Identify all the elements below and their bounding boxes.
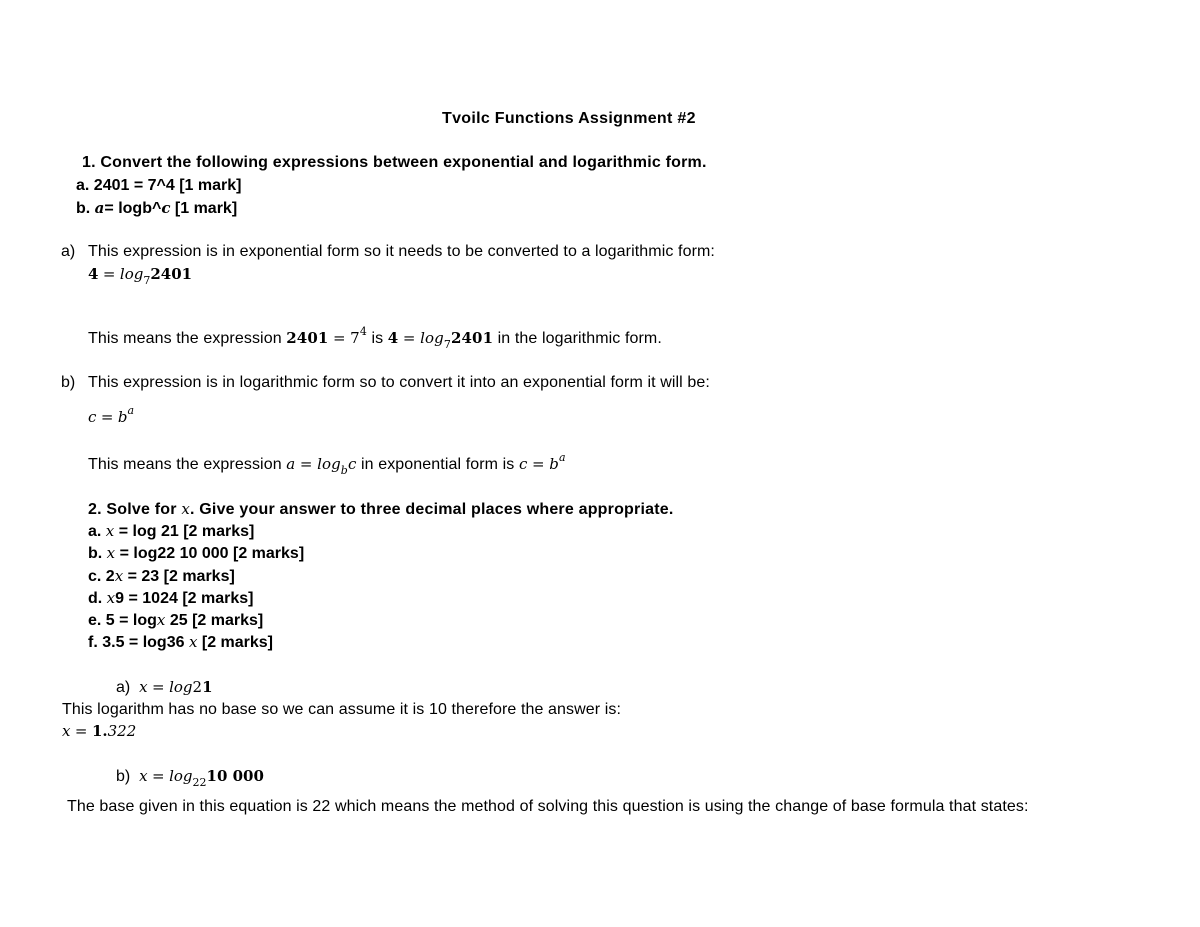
answer-a-equation <box>88 264 192 291</box>
sol-a-arg-plain: 2 <box>192 678 203 696</box>
item-pre: f. 3.5 = log36 <box>88 634 185 651</box>
q1-part-b-marks: [1 mark] <box>174 200 238 217</box>
item-post: [2 marks] <box>201 634 274 651</box>
answer-b-equation <box>88 401 134 428</box>
item-post: 25 [2 marks] <box>169 612 264 629</box>
eq-b: b <box>117 408 128 426</box>
answer-a-text: This expression is in exponential form so it needs to be converted to a logarithmic form: <box>88 243 715 260</box>
item-pre: b. <box>88 545 103 562</box>
means-op2: = <box>402 329 416 347</box>
item-post: = 23 [2 marks] <box>127 568 235 585</box>
sol-b-x: x <box>139 767 148 785</box>
sol-a-line <box>116 677 213 698</box>
sol-a-answer <box>62 721 136 742</box>
means-op: = <box>332 329 346 347</box>
sol-a-arg-bold: 1 <box>202 678 213 696</box>
means-op: = <box>299 455 313 473</box>
q2-item-a <box>88 521 254 542</box>
sol-b-arg: 10 000 <box>206 767 264 785</box>
q1-part-b-var2: c <box>161 199 171 217</box>
item-pre: e. 5 = log <box>88 612 157 629</box>
page-title: Tvoilc Functions Assignment #2 <box>442 110 696 127</box>
q1-part-b-rest: = logb^ <box>104 200 162 217</box>
q2-heading-var: x <box>181 500 190 518</box>
q2-item-b <box>88 543 304 564</box>
sol-b-line <box>116 766 264 793</box>
eq-op: = <box>100 408 114 426</box>
means-a: a <box>286 455 296 473</box>
sol-b-op: = <box>152 767 165 785</box>
item-var: x <box>106 544 116 562</box>
eq-base: 7 <box>143 274 151 287</box>
means-lbase: 7 <box>443 338 451 351</box>
item-post: = log22 10 000 [2 marks] <box>119 545 305 562</box>
means-log: log <box>317 455 341 473</box>
means-num: 2401 <box>286 329 329 347</box>
eq-lhs: 4 <box>88 265 99 283</box>
sol-b-base: 22 <box>192 776 207 789</box>
means-exp2: a <box>558 451 566 464</box>
item-post: 9 = 1024 [2 marks] <box>115 590 254 607</box>
means-op2: = <box>532 455 545 473</box>
means-prefix: This means the expression <box>88 330 282 347</box>
means-c2: c <box>518 455 528 473</box>
item-var: x <box>114 567 124 585</box>
q1-part-b-var: a <box>94 199 105 217</box>
answer-b-text: This expression is in logarithmic form so to convert it into an exponential form it will be: <box>88 374 710 391</box>
q2-item-f <box>88 632 273 653</box>
q2-heading <box>88 499 673 520</box>
item-var: x <box>105 522 115 540</box>
item-var: x <box>188 633 198 651</box>
means-exp: 4 <box>359 325 367 338</box>
sol-a-op: = <box>152 678 165 696</box>
eq-arg: 2401 <box>150 265 193 283</box>
eq-log: log <box>119 265 144 283</box>
ans-x: x <box>62 722 71 740</box>
sol-b-text: The base given in this equation is 22 which means the method of solving this question is using the change of base formula that states: <box>67 798 1029 815</box>
means-prefix: This means the expression <box>88 456 282 473</box>
q2-item-e <box>88 610 263 631</box>
q2-item-c <box>88 566 235 587</box>
sol-a-x: x <box>139 678 148 696</box>
item-var: x <box>106 589 116 607</box>
ans-int: 1. <box>91 722 108 740</box>
means-b2: b <box>549 455 559 473</box>
ans-op: = <box>74 722 88 740</box>
q1-part-a: a. 2401 = 7^4 [1 mark] <box>76 177 242 194</box>
q2-heading-prefix: 2. Solve for <box>88 501 177 518</box>
sol-a-label: a) <box>116 679 131 696</box>
q1-part-b <box>76 198 237 219</box>
sol-b-label: b) <box>116 768 131 785</box>
ans-dec: 322 <box>107 722 137 740</box>
answer-a-label: a) <box>61 243 76 260</box>
eq-c: c <box>88 408 97 426</box>
means-base: 7 <box>350 329 360 347</box>
eq-op: = <box>102 265 116 283</box>
item-pre: c. 2 <box>88 568 115 585</box>
means-log: log <box>420 329 444 347</box>
item-pre: a. <box>88 523 102 540</box>
means-c: c <box>347 455 357 473</box>
means-arg: 2401 <box>450 329 494 347</box>
q1-part-b-prefix: b. <box>76 200 91 217</box>
means-base: b <box>340 464 348 477</box>
sol-a-text: This logarithm has no base so we can assume it is 10 therefore the answer is: <box>62 701 622 718</box>
item-pre: d. <box>88 590 103 607</box>
item-var: x <box>156 611 166 629</box>
means-lhs: 4 <box>387 329 399 347</box>
answer-b-means <box>88 448 566 481</box>
means-is: is <box>371 330 384 347</box>
q2-item-d <box>88 588 253 609</box>
means-mid: in exponential form is <box>361 456 515 473</box>
sol-a-log: log <box>169 678 193 696</box>
eq-exp: a <box>127 404 135 417</box>
q2-heading-suffix: . Give your answer to three decimal places where appropriate. <box>189 501 674 518</box>
sol-b-log: log <box>169 767 193 785</box>
q1-heading: 1. Convert the following expressions between exponential and logarithmic form. <box>82 154 707 171</box>
answer-b-label: b) <box>61 374 76 391</box>
answer-a-means <box>88 322 662 355</box>
means-suffix: in the logarithmic form. <box>497 330 662 347</box>
item-post: = log 21 [2 marks] <box>118 523 255 540</box>
